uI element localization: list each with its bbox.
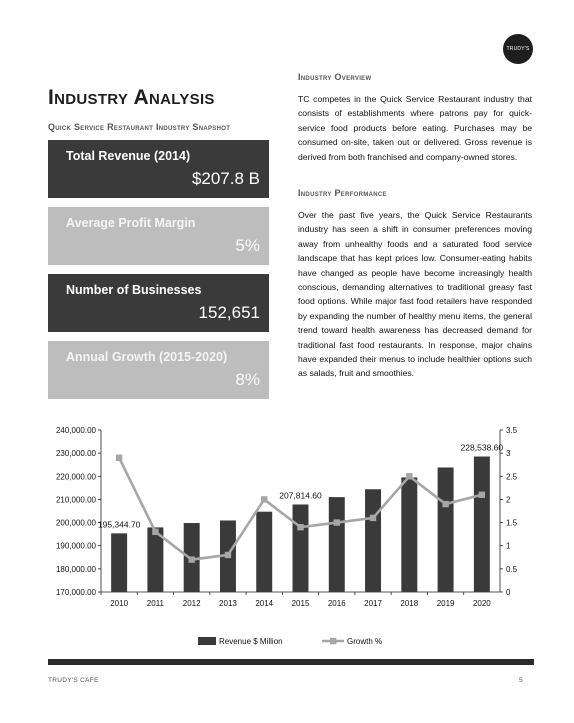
left-tick-label: 180,000.00 — [55, 564, 96, 574]
x-tick-label: 2014 — [255, 599, 274, 608]
right-tick-label: 3.5 — [506, 426, 518, 435]
legend-marker-growth — [330, 638, 336, 644]
legend-swatch-revenue — [198, 637, 216, 645]
left-tick-label: 230,000.00 — [55, 449, 96, 459]
page-number: 5 — [519, 677, 523, 684]
x-tick-label: 2020 — [472, 599, 491, 608]
growth-point — [479, 492, 485, 498]
x-tick-label: 2012 — [182, 599, 201, 608]
x-tick-label: 2015 — [291, 599, 310, 608]
right-tick-label: 1 — [506, 541, 511, 551]
right-tick-label: 2.5 — [506, 472, 518, 482]
revenue-data-label: 195,344.70 — [97, 519, 141, 530]
revenue-bar — [438, 467, 454, 592]
right-tick-label: 0.5 — [506, 564, 518, 574]
growth-point — [225, 552, 231, 558]
overview-heading: Industry Overview — [298, 72, 372, 82]
x-tick-label: 2010 — [110, 599, 129, 608]
right-tick-label: 1.5 — [506, 518, 518, 528]
revenue-bar — [401, 477, 417, 592]
stat-value: $207.8 B — [191, 169, 260, 188]
stat-value: 5% — [235, 236, 260, 255]
growth-point — [116, 455, 122, 461]
x-tick-label: 2017 — [364, 599, 382, 608]
x-tick-label: 2018 — [400, 599, 419, 608]
left-tick-label: 220,000.00 — [55, 472, 96, 482]
footer-company: TRUDY'S CAFE — [48, 677, 99, 684]
stat-label: Number of Businesses — [66, 283, 202, 297]
left-tick-label: 240,000.00 — [55, 426, 96, 435]
overview-paragraph: TC competes in the Quick Service Restaurant industry that consists of establishments where patrons pay for quick-service food products before eating. Purchases may be consumed on-site, taken out or delivered. Gross revenue is derived from both franchised and company-owned stores. — [298, 94, 532, 162]
left-tick-label: 190,000.00 — [55, 541, 96, 551]
revenue-bar — [293, 504, 309, 592]
stat-label: Annual Growth (2015-2020) — [66, 350, 228, 364]
performance-heading: Industry Performance — [298, 188, 387, 198]
stat-value: 8% — [235, 370, 260, 389]
right-tick-label: 2 — [506, 495, 511, 505]
legend-label-growth: Growth % — [347, 637, 383, 646]
stat-value: 152,651 — [198, 303, 260, 322]
revenue-bar — [474, 457, 490, 592]
left-tick-label: 170,000.00 — [55, 588, 96, 597]
legend-label-revenue: Revenue $ Million — [219, 637, 283, 646]
growth-point — [261, 496, 267, 502]
growth-point — [442, 501, 448, 507]
growth-point — [334, 519, 340, 525]
left-tick-label: 210,000.00 — [55, 495, 96, 505]
revenue-data-label: 228,538.60 — [460, 442, 504, 453]
right-tick-label: 3 — [506, 449, 511, 459]
growth-point — [297, 524, 303, 530]
stat-label: Average Profit Margin — [66, 216, 196, 230]
revenue-bar — [256, 512, 272, 592]
growth-point — [406, 473, 412, 479]
growth-point — [188, 556, 194, 562]
brand-logo: TRUDY'S — [503, 34, 533, 64]
snapshot-subtitle: Quick Service Restaurant Industry Snapshot — [48, 122, 231, 132]
revenue-data-label: 207,814.60 — [279, 490, 322, 501]
growth-point — [370, 515, 376, 521]
revenue-bar — [111, 533, 127, 592]
x-tick-label: 2016 — [327, 599, 346, 608]
stat-label: Total Revenue (2014) — [66, 149, 191, 163]
x-tick-label: 2019 — [436, 599, 455, 608]
footer-divider — [48, 659, 534, 665]
growth-point — [152, 529, 158, 535]
page-title: Industry Analysis — [48, 86, 215, 109]
right-tick-label: 0 — [506, 588, 511, 597]
x-tick-label: 2013 — [219, 599, 237, 608]
performance-paragraph: Over the past five years, the Quick Service Restaurants industry has seen a shift in consumer preferences moving away from unhealthy foods and a saturated food service landscape that has kept prices low. Consumer-eating habits have changed as people have become increasingly health conscious, demanding alternatives to traditional greasy fast food options. While major fast food retailers have responded by expanding the number of healthy menu items, the general trend toward health awareness has decreased demand for traditional fast food restaurants. In response, major chains have expanded their menus to include healthier options such as salads, fruit and smoothies. — [298, 210, 532, 379]
left-tick-label: 200,000.00 — [55, 518, 96, 528]
revenue-bar — [329, 497, 345, 592]
x-tick-label: 2011 — [146, 599, 165, 608]
revenue-bar — [365, 489, 381, 592]
